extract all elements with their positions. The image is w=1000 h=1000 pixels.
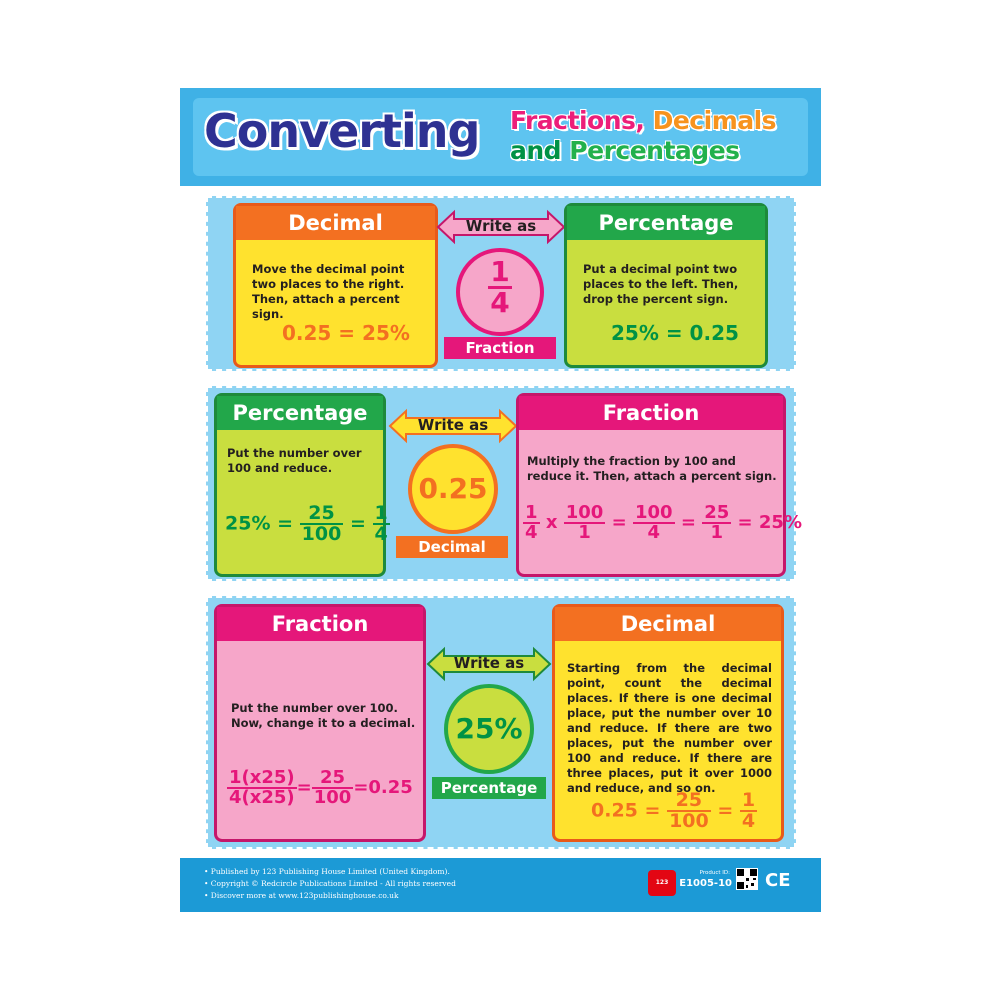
eq-sign: = [680, 512, 696, 533]
row2-write-as-label: Write as [417, 416, 489, 434]
row2-decimal-circle [408, 444, 498, 534]
row1-circle-denominator: 4 [490, 286, 510, 319]
poster-subtitle [510, 106, 776, 166]
row2-percentage-card [214, 393, 386, 577]
eq-sign: = [277, 512, 294, 535]
row1-percentage-example: 25% = 0.25 [611, 321, 739, 345]
row2-circle-value: 0.25 [418, 472, 488, 505]
eq-numerator: 1(x25) [229, 767, 295, 788]
row1-circle-numerator: 1 [490, 255, 510, 288]
website-line: • Discover more at www.123publishinghouse.co.uk [204, 891, 399, 900]
row3-write-as-label: Write as [453, 654, 525, 672]
eq-sign: x [545, 512, 558, 533]
publisher-info [204, 866, 456, 902]
footer [180, 858, 821, 912]
eq-sign: = [353, 777, 369, 798]
eq-sign: = [644, 799, 661, 822]
row3-decimal-equation [591, 791, 757, 831]
eq-numerator: 25 [308, 502, 335, 524]
publisher-line: • Published by 123 Publishing House Limited (United Kingdom). [204, 867, 450, 876]
eq-denominator: 100 [669, 810, 709, 832]
row2-fraction-body [519, 430, 802, 574]
row3-fraction-text: Put the number over 100. Now, change it to a decimal. [231, 701, 416, 730]
eq-denominator: 100 [301, 523, 342, 545]
subtitle-and: and [510, 136, 562, 165]
eq-denominator: 4 [525, 522, 538, 543]
eq-denominator: 1 [702, 522, 731, 542]
product-id: E1005-10 [679, 878, 732, 889]
eq-numerator: 25 [704, 502, 730, 523]
eq-denominator: 4(x25) [229, 787, 295, 808]
row2-fraction-text: Multiply the fraction by 100 and reduce it. Then, attach a percent sign. [527, 454, 777, 483]
header-banner [180, 88, 821, 186]
copyright-line: • Copyright © Redcircle Publications Limited - All rights reserved [204, 879, 456, 888]
eq-numerator: 1 [525, 502, 538, 523]
row1-percentage-title: Percentage [567, 206, 765, 240]
eq-denominator: 100 [313, 787, 352, 808]
eq-term: 0.25 [591, 799, 638, 822]
subtitle-fractions: Fractions, [510, 106, 645, 135]
eq-numerator: 25 [675, 789, 703, 811]
row2-decimal-tag: Decimal [396, 536, 508, 558]
row3-decimal-text: Starting from the decimal point, count the decimal places. If there is one decimal place, put the number over 10 and reduce. If there are two places, put the number over 100 and reduce. If there are three places, put it over 1000 and reduce, and so on. [567, 661, 772, 795]
row1-percentage-text: Put a decimal point two places to the left. Then, drop the percent sign. [583, 262, 739, 306]
eq-denominator: 1 [564, 522, 606, 542]
qr-pattern-icon [736, 868, 758, 890]
row1-percentage-card [564, 203, 768, 368]
row1-decimal-title: Decimal [236, 206, 435, 240]
row2-fraction-equation [523, 504, 802, 542]
row3-percentage-tag: Percentage [432, 777, 546, 799]
row2-percentage-text: Put the number over 100 and reduce. [227, 446, 362, 475]
eq-denominator: 4 [374, 523, 388, 545]
eq-term: 25% [758, 512, 802, 533]
subtitle-percentages: Percentages [569, 136, 740, 165]
eq-sign: = [737, 512, 753, 533]
row2-percentage-equation [225, 504, 390, 544]
eq-sign: = [717, 799, 734, 822]
eq-numerator: 100 [565, 502, 604, 523]
row3-decimal-body [555, 641, 781, 839]
row2-fraction-card [516, 393, 802, 577]
eq-numerator: 1 [374, 502, 388, 524]
row1-decimal-card [233, 203, 438, 368]
row3-circle-value: 25% [455, 712, 523, 745]
poster-title: Converting [204, 104, 480, 158]
publisher-logo-icon: 123 [648, 870, 676, 896]
row1-decimal-body [236, 240, 435, 365]
eq-sign: = [611, 512, 627, 533]
ce-mark-icon: CE [765, 870, 791, 891]
row3-write-as-arrow [428, 648, 550, 680]
eq-numerator: 1 [741, 789, 756, 811]
row1-fraction-tag: Fraction [444, 337, 556, 359]
poster [180, 88, 821, 912]
row3-fraction-card [214, 604, 426, 842]
eq-denominator: 4 [633, 522, 675, 542]
row1-decimal-text: Move the decimal point two places to the right. Then, attach a percent sign. [252, 262, 405, 321]
subtitle-decimals: Decimals [652, 106, 777, 135]
row3-fraction-equation [227, 769, 413, 807]
row1-percentage-body [567, 240, 765, 365]
row2-write-as-arrow [390, 410, 516, 442]
eq-numerator: 25 [319, 767, 346, 788]
eq-denominator: 4 [741, 810, 756, 832]
product-id-label: Product ID: [699, 870, 730, 876]
row2-percentage-body [217, 430, 388, 574]
eq-term: 0.25 [368, 777, 413, 798]
row3-fraction-body [217, 641, 423, 839]
row3-decimal-title: Decimal [555, 607, 781, 641]
row3-decimal-card [552, 604, 784, 842]
row1-write-as-arrow [438, 211, 564, 243]
row3-fraction-title: Fraction [217, 607, 423, 641]
qr-code-icon [736, 868, 758, 890]
row2-percentage-title: Percentage [217, 396, 383, 430]
row1-decimal-example: 0.25 = 25% [282, 321, 410, 345]
eq-term: 25% [225, 512, 271, 535]
eq-numerator: 100 [634, 502, 673, 523]
row1-fraction-circle [456, 248, 544, 336]
eq-sign: = [349, 512, 366, 535]
row3-percentage-circle [444, 684, 534, 774]
row1-write-as-label: Write as [465, 217, 537, 235]
row2-fraction-title: Fraction [519, 396, 783, 430]
eq-sign: = [296, 777, 312, 798]
